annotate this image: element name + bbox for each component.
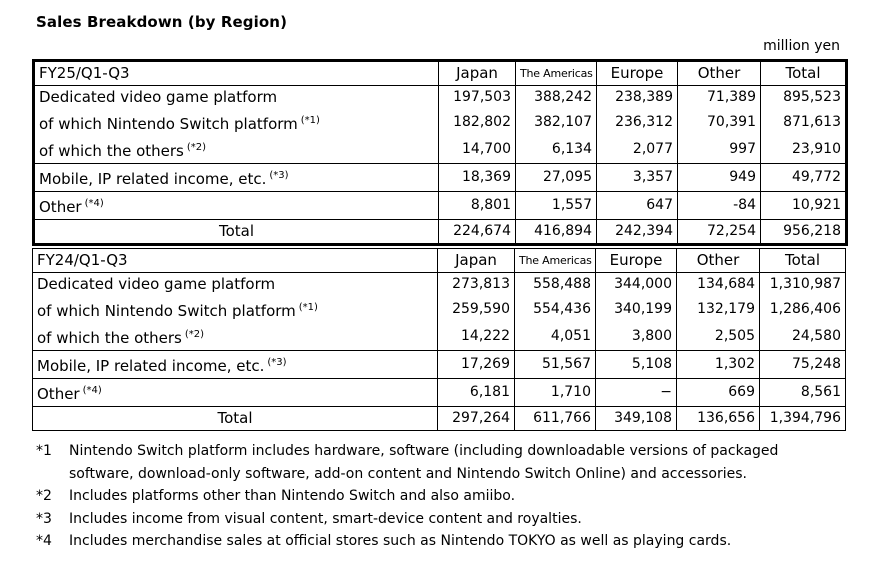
cell-total: 1,286,406: [760, 296, 846, 323]
cell-americas: 554,436: [515, 296, 596, 323]
table-row: [33, 351, 846, 379]
row-label: [33, 379, 438, 407]
column-header-americas: The Americas: [516, 61, 597, 86]
column-header-japan: Japan: [439, 61, 516, 86]
cell-total: 24,580: [760, 323, 846, 351]
column-header-europe: Europe: [597, 61, 678, 86]
footnotes: [36, 440, 809, 553]
cell-other: 71,389: [678, 86, 761, 110]
footnote-text: Includes platforms other than Nintendo Switch and also amiibo.: [69, 488, 516, 504]
table-row: [33, 296, 846, 323]
cell-europe: 2,077: [597, 136, 678, 164]
cell-japan: 259,590: [438, 296, 515, 323]
table-row: [34, 164, 847, 192]
cell-total: 871,613: [761, 109, 847, 136]
cell-total: 8,561: [760, 379, 846, 407]
footnote-mark: *2: [36, 488, 52, 504]
cell-other: 132,179: [677, 296, 760, 323]
row-label: [34, 136, 439, 164]
footnote-ref: (*3): [267, 357, 287, 368]
column-header-total: Total: [761, 61, 847, 86]
footnote-item: [36, 508, 809, 531]
cell-japan: 273,813: [438, 273, 515, 297]
unit-label: million yen: [763, 38, 840, 54]
footnote-text: Includes merchandise sales at official stores such as Nintendo TOKYO as well as playing cards.: [69, 533, 732, 549]
cell-japan: 6,181: [438, 379, 515, 407]
cell-other: 70,391: [678, 109, 761, 136]
cell-americas: 1,557: [516, 192, 597, 220]
table-header-row: [34, 61, 847, 86]
column-header-other: Other: [678, 61, 761, 86]
cell-other: 669: [677, 379, 760, 407]
cell-other: 1,302: [677, 351, 760, 379]
cell-europe: 344,000: [596, 273, 677, 297]
total-label: Total: [34, 220, 439, 245]
cell-total: 10,921: [761, 192, 847, 220]
footnote-mark: *3: [36, 510, 52, 527]
row-label: [33, 351, 438, 379]
cell-total: 956,218: [761, 220, 847, 245]
row-label-text: of which the others: [37, 329, 182, 347]
row-label: Dedicated video game platform: [33, 273, 438, 297]
cell-americas: 611,766: [515, 407, 596, 431]
cell-total: 49,772: [761, 164, 847, 192]
column-header-japan: Japan: [438, 249, 515, 273]
footnote-mark: *4: [36, 533, 52, 549]
cell-total: 23,910: [761, 136, 847, 164]
table-row: [33, 379, 846, 407]
row-label: [34, 192, 439, 220]
row-label-text: of which Nintendo Switch platform: [37, 302, 296, 320]
cell-total: 1,394,796: [760, 407, 846, 431]
cell-europe: 340,199: [596, 296, 677, 323]
row-label-text: Mobile, IP related income, etc.: [39, 170, 267, 188]
column-header-americas: The Americas: [515, 249, 596, 273]
cell-japan: 18,369: [439, 164, 516, 192]
footnote-text: Includes income from visual content, smart-device content and royalties.: [69, 510, 582, 527]
cell-europe: 238,389: [597, 86, 678, 110]
period-label: FY25/Q1-Q3: [34, 61, 439, 86]
table-row: [33, 323, 846, 351]
row-label: [33, 296, 438, 323]
cell-japan: 224,674: [439, 220, 516, 245]
cell-europe: 5,108: [596, 351, 677, 379]
page-title: Sales Breakdown (by Region): [36, 13, 288, 31]
cell-americas: 4,051: [515, 323, 596, 351]
cell-other: 134,684: [677, 273, 760, 297]
cell-japan: 8,801: [439, 192, 516, 220]
table-row: [34, 192, 847, 220]
footnote-item: [36, 530, 809, 553]
cell-europe: 3,800: [596, 323, 677, 351]
footnote-text: Nintendo Switch platform includes hardware, software (including downloadable versions of packaged software, download-only software, add-on content and Nintendo Switch Online) and accessories.: [69, 443, 779, 482]
cell-americas: 382,107: [516, 109, 597, 136]
row-label-text: of which the others: [39, 142, 184, 160]
cell-europe: 3,357: [597, 164, 678, 192]
footnote-ref: (*4): [82, 385, 102, 396]
column-header-europe: Europe: [596, 249, 677, 273]
cell-total: 895,523: [761, 86, 847, 110]
table-row: [33, 273, 846, 297]
cell-japan: 297,264: [438, 407, 515, 431]
row-label-text: of which Nintendo Switch platform: [39, 115, 298, 133]
cell-americas: 27,095: [516, 164, 597, 192]
table-row: [34, 136, 847, 164]
footnote-item: [36, 485, 809, 508]
row-label: [34, 164, 439, 192]
cell-americas: 1,710: [515, 379, 596, 407]
footnote-item: [36, 440, 809, 485]
period-label: FY24/Q1-Q3: [33, 249, 438, 273]
footnote-ref: (*1): [300, 115, 320, 126]
footnote-ref: (*2): [186, 142, 207, 153]
cell-americas: 388,242: [516, 86, 597, 110]
cell-americas: 51,567: [515, 351, 596, 379]
cell-americas: 416,894: [516, 220, 597, 245]
cell-other: 2,505: [677, 323, 760, 351]
cell-europe: −: [596, 379, 677, 407]
row-label-text: Mobile, IP related income, etc.: [37, 357, 265, 375]
cell-europe: 647: [597, 192, 678, 220]
row-label-text: Other: [39, 198, 82, 216]
table-row: [34, 86, 847, 110]
cell-japan: 14,700: [439, 136, 516, 164]
cell-americas: 6,134: [516, 136, 597, 164]
row-label: Dedicated video game platform: [34, 86, 439, 110]
cell-europe: 236,312: [597, 109, 678, 136]
total-row: [33, 407, 846, 431]
footnote-ref: (*2): [184, 329, 205, 340]
cell-japan: 17,269: [438, 351, 515, 379]
cell-japan: 197,503: [439, 86, 516, 110]
cell-americas: 558,488: [515, 273, 596, 297]
footnote-ref: (*3): [269, 170, 289, 181]
sales-table-fy24: [32, 248, 846, 431]
footnote-mark: *1: [36, 443, 52, 459]
cell-europe: 242,394: [597, 220, 678, 245]
row-label-text: Other: [37, 385, 80, 403]
cell-total: 1,310,987: [760, 273, 846, 297]
cell-other: 949: [678, 164, 761, 192]
cell-other: 136,656: [677, 407, 760, 431]
footnote-ref: (*4): [84, 198, 104, 209]
cell-japan: 14,222: [438, 323, 515, 351]
cell-europe: 349,108: [596, 407, 677, 431]
total-label: Total: [33, 407, 438, 431]
column-header-total: Total: [760, 249, 846, 273]
cell-other: 997: [678, 136, 761, 164]
cell-japan: 182,802: [439, 109, 516, 136]
cell-other: -84: [678, 192, 761, 220]
total-row: [34, 220, 847, 245]
table-row: [34, 109, 847, 136]
sales-table-fy25: [32, 59, 848, 246]
footnote-ref: (*1): [298, 302, 318, 313]
column-header-other: Other: [677, 249, 760, 273]
cell-total: 75,248: [760, 351, 846, 379]
cell-other: 72,254: [678, 220, 761, 245]
table-header-row: [33, 249, 846, 273]
row-label: [33, 323, 438, 351]
row-label: [34, 109, 439, 136]
